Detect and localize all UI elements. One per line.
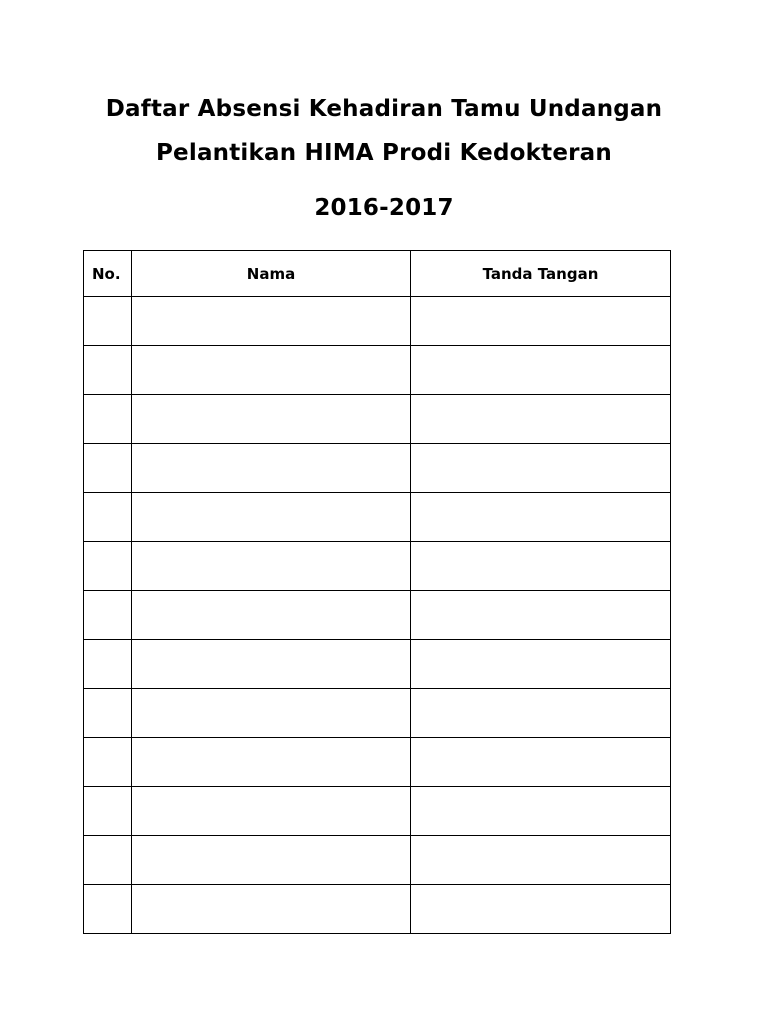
cell-nama[interactable] [132, 836, 411, 885]
cell-nama[interactable] [132, 738, 411, 787]
cell-nama[interactable] [132, 346, 411, 395]
cell-no[interactable] [84, 738, 132, 787]
cell-tanda-tangan[interactable] [411, 591, 671, 640]
cell-no[interactable] [84, 444, 132, 493]
table-row [84, 395, 671, 444]
cell-tanda-tangan[interactable] [411, 689, 671, 738]
table-row [84, 542, 671, 591]
cell-nama[interactable] [132, 640, 411, 689]
cell-nama[interactable] [132, 787, 411, 836]
header-tanda-tangan: Tanda Tangan [411, 251, 671, 297]
cell-no[interactable] [84, 346, 132, 395]
table-row [84, 689, 671, 738]
table-row [84, 591, 671, 640]
cell-no[interactable] [84, 689, 132, 738]
header-nama: Nama [132, 251, 411, 297]
title-line-1: Daftar Absensi Kehadiran Tamu Undangan [105, 96, 663, 122]
table-row [84, 885, 671, 934]
cell-tanda-tangan[interactable] [411, 297, 671, 346]
title-line-2: Pelantikan HIMA Prodi Kedokteran [156, 140, 612, 166]
cell-tanda-tangan[interactable] [411, 738, 671, 787]
table-row [84, 346, 671, 395]
cell-nama[interactable] [132, 444, 411, 493]
cell-nama[interactable] [132, 297, 411, 346]
cell-tanda-tangan[interactable] [411, 787, 671, 836]
cell-tanda-tangan[interactable] [411, 836, 671, 885]
cell-no[interactable] [84, 640, 132, 689]
cell-no[interactable] [84, 591, 132, 640]
cell-nama[interactable] [132, 591, 411, 640]
header-no: No. [84, 251, 132, 297]
cell-tanda-tangan[interactable] [411, 395, 671, 444]
cell-tanda-tangan[interactable] [411, 346, 671, 395]
table-header-row [84, 251, 671, 297]
table-row [84, 297, 671, 346]
cell-nama[interactable] [132, 542, 411, 591]
cell-no[interactable] [84, 885, 132, 934]
table-row [84, 836, 671, 885]
cell-no[interactable] [84, 493, 132, 542]
cell-no[interactable] [84, 395, 132, 444]
cell-tanda-tangan[interactable] [411, 542, 671, 591]
cell-no[interactable] [84, 787, 132, 836]
cell-nama[interactable] [132, 689, 411, 738]
title-year: 2016-2017 [314, 195, 454, 221]
cell-no[interactable] [84, 297, 132, 346]
attendance-table [83, 250, 671, 934]
cell-tanda-tangan[interactable] [411, 640, 671, 689]
cell-tanda-tangan[interactable] [411, 444, 671, 493]
cell-tanda-tangan[interactable] [411, 885, 671, 934]
table-row [84, 493, 671, 542]
table-row [84, 640, 671, 689]
cell-nama[interactable] [132, 395, 411, 444]
cell-nama[interactable] [132, 493, 411, 542]
table-row [84, 738, 671, 787]
cell-tanda-tangan[interactable] [411, 493, 671, 542]
table-row [84, 787, 671, 836]
cell-nama[interactable] [132, 885, 411, 934]
cell-no[interactable] [84, 836, 132, 885]
table-row [84, 444, 671, 493]
cell-no[interactable] [84, 542, 132, 591]
